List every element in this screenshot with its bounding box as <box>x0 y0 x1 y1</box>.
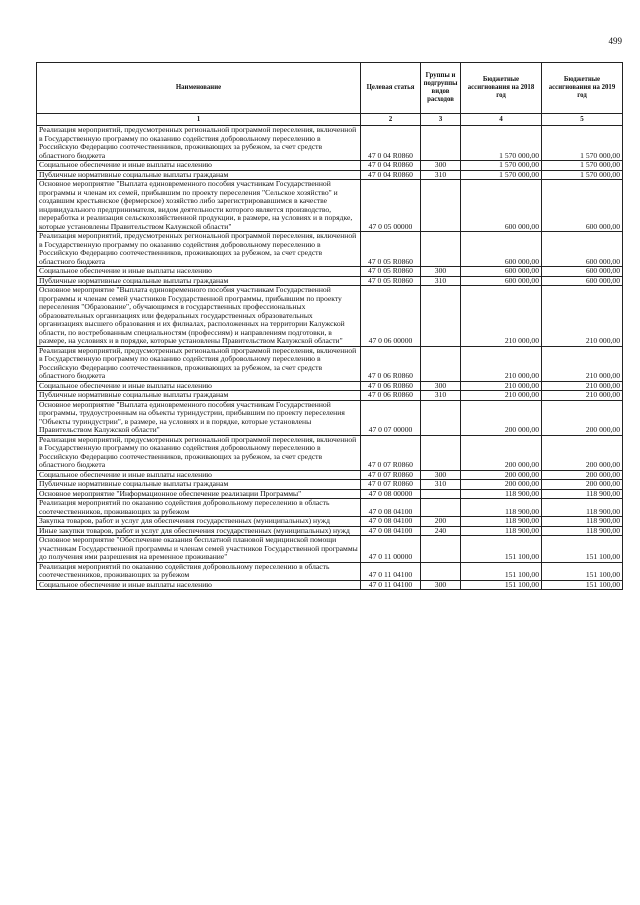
cell-budget-2019: 118 900,00 <box>542 489 623 499</box>
cell-budget-2019: 210 000,00 <box>542 391 623 401</box>
cell-target-article: 47 0 06 R0860 <box>361 346 421 381</box>
cell-name: Публичные нормативные социальные выплаты гражданам <box>37 276 361 286</box>
table-body <box>37 126 623 590</box>
cell-target-article: 47 0 11 00000 <box>361 536 421 563</box>
header-budget-2019: Бюджетные ассигнования на 2019 год <box>542 63 623 114</box>
cell-target-article: 47 0 07 00000 <box>361 400 421 435</box>
cell-budget-2018: 200 000,00 <box>461 470 542 480</box>
cell-budget-2019: 1 570 000,00 <box>542 126 623 161</box>
cell-budget-2019: 151 100,00 <box>542 580 623 590</box>
cell-budget-2019: 600 000,00 <box>542 267 623 277</box>
cell-name: Публичные нормативные социальные выплаты гражданам <box>37 170 361 180</box>
cell-budget-2018: 210 000,00 <box>461 346 542 381</box>
cell-target-article: 47 0 06 R0860 <box>361 391 421 401</box>
cell-target-article: 47 0 11 04100 <box>361 562 421 580</box>
cell-target-article: 47 0 06 00000 <box>361 286 421 347</box>
cell-budget-2018: 1 570 000,00 <box>461 161 542 171</box>
cell-target-article: 47 0 04 R0860 <box>361 170 421 180</box>
cell-name: Социальное обеспечение и иные выплаты населению <box>37 161 361 171</box>
cell-budget-2019: 200 000,00 <box>542 470 623 480</box>
table-row <box>37 286 623 347</box>
table-row <box>37 480 623 490</box>
table-row <box>37 517 623 527</box>
cell-target-article: 47 0 07 R0860 <box>361 470 421 480</box>
cell-target-article: 47 0 04 R0860 <box>361 161 421 171</box>
cell-budget-2019: 118 900,00 <box>542 517 623 527</box>
cell-name: Основное мероприятие "Выплата единовременного пособия участникам Государственной программы и членам семей участников Государственной программы, прибывшим по проекту переселения "Образование", обучающимся в государственных профессиональных образовательных организациях или федеральных государственных образовательных организациях высшего образования и их филиалах, расположенных на территории Калужской области, по востребованным специальностям (профессиям) и направлениям подготовки, в размере, на условиях и в порядке, которые установлены Правительством Калужской области" <box>37 286 361 347</box>
cell-expense-group <box>421 286 461 347</box>
table-row <box>37 346 623 381</box>
header-expense-group: Группы и подгруппы видов расходов <box>421 63 461 114</box>
table-row <box>37 391 623 401</box>
cell-name: Публичные нормативные социальные выплаты гражданам <box>37 480 361 490</box>
cell-name: Иные закупки товаров, работ и услуг для обеспечения государственных (муниципальных) нужд <box>37 526 361 536</box>
cell-budget-2019: 118 900,00 <box>542 499 623 517</box>
table-row <box>37 232 623 267</box>
cell-expense-group: 300 <box>421 470 461 480</box>
cell-budget-2019: 200 000,00 <box>542 435 623 470</box>
table-row <box>37 562 623 580</box>
cell-expense-group <box>421 536 461 563</box>
column-number: 2 <box>361 114 421 126</box>
cell-budget-2018: 200 000,00 <box>461 400 542 435</box>
cell-name: Реализация мероприятий, предусмотренных региональной программой переселения, включенной в Государственную программу по оказанию содействия добровольному переселению в Российскую Федерацию соотечественников, проживающих за рубежом, за счет средств областного бюджета <box>37 232 361 267</box>
cell-budget-2019: 210 000,00 <box>542 346 623 381</box>
column-number: 3 <box>421 114 461 126</box>
table-row <box>37 580 623 590</box>
cell-expense-group <box>421 435 461 470</box>
cell-budget-2018: 1 570 000,00 <box>461 170 542 180</box>
cell-target-article: 47 0 05 00000 <box>361 180 421 232</box>
cell-expense-group <box>421 180 461 232</box>
cell-expense-group: 310 <box>421 170 461 180</box>
cell-budget-2018: 151 100,00 <box>461 580 542 590</box>
table-row <box>37 267 623 277</box>
cell-expense-group <box>421 562 461 580</box>
cell-expense-group: 300 <box>421 381 461 391</box>
cell-budget-2019: 200 000,00 <box>542 400 623 435</box>
cell-budget-2018: 200 000,00 <box>461 480 542 490</box>
column-number-row <box>37 114 623 126</box>
cell-name: Реализация мероприятий по оказанию содействия добровольному переселению в область соотечественников, проживающих за рубежом <box>37 499 361 517</box>
table-row <box>37 536 623 563</box>
table-row <box>37 400 623 435</box>
table-row <box>37 435 623 470</box>
cell-budget-2019: 600 000,00 <box>542 276 623 286</box>
table-row <box>37 499 623 517</box>
cell-name: Социальное обеспечение и иные выплаты населению <box>37 381 361 391</box>
cell-name: Основное мероприятие "Выплата единовременного пособия участникам Государственной программы, трудоустроенным на объекты туриндустрии, прибывшим по проекту переселения "Объекты туриндустрии", в размере, на условиях и в порядке, которые установлены Правительством Калужской области" <box>37 400 361 435</box>
cell-budget-2018: 600 000,00 <box>461 267 542 277</box>
cell-expense-group: 300 <box>421 267 461 277</box>
cell-name: Основное мероприятие "Обеспечение оказания бесплатной плановой медицинской помощи участникам Государственной программы и членам семей участников Государственной программы до получения ими разрешения на временное проживание" <box>37 536 361 563</box>
table-row <box>37 126 623 161</box>
cell-target-article: 47 0 08 04100 <box>361 517 421 527</box>
cell-budget-2019: 210 000,00 <box>542 381 623 391</box>
cell-budget-2018: 600 000,00 <box>461 180 542 232</box>
cell-budget-2018: 210 000,00 <box>461 286 542 347</box>
cell-name: Реализация мероприятий по оказанию содействия добровольному переселению в область соотечественников, проживающих за рубежом <box>37 562 361 580</box>
cell-budget-2018: 200 000,00 <box>461 435 542 470</box>
cell-expense-group: 310 <box>421 391 461 401</box>
cell-name: Основное мероприятие "Выплата единовременного пособия участникам Государственной программы и членам их семей, прибывшим по проекту переселения "Сельское хозяйство" и создавшим крестьянское (фермерское) хозяйство либо зарегистрировавшимся в качестве индивидуального предпринимателя, видом деятельности которого является производство, переработка и реализация сельскохозяйственной продукции, в размере, на условиях и в порядке, которые установлены Правительством Калужской области" <box>37 180 361 232</box>
cell-target-article: 47 0 08 00000 <box>361 489 421 499</box>
cell-expense-group <box>421 499 461 517</box>
cell-target-article: 47 0 08 04100 <box>361 526 421 536</box>
cell-expense-group: 300 <box>421 580 461 590</box>
cell-budget-2018: 151 100,00 <box>461 536 542 563</box>
cell-budget-2018: 151 100,00 <box>461 562 542 580</box>
cell-expense-group <box>421 232 461 267</box>
cell-expense-group <box>421 346 461 381</box>
header-target-article: Целевая статья <box>361 63 421 114</box>
cell-expense-group <box>421 489 461 499</box>
table-row <box>37 180 623 232</box>
cell-budget-2019: 600 000,00 <box>542 180 623 232</box>
cell-name: Основное мероприятие "Информационное обеспечение реализации Программы" <box>37 489 361 499</box>
cell-expense-group <box>421 126 461 161</box>
cell-expense-group: 200 <box>421 517 461 527</box>
cell-expense-group: 240 <box>421 526 461 536</box>
cell-expense-group: 310 <box>421 276 461 286</box>
cell-target-article: 47 0 06 R0860 <box>361 381 421 391</box>
cell-budget-2018: 600 000,00 <box>461 232 542 267</box>
page-number: 499 <box>608 36 622 46</box>
header-budget-2018: Бюджетные ассигнования на 2018 год <box>461 63 542 114</box>
cell-budget-2019: 151 100,00 <box>542 536 623 563</box>
cell-target-article: 47 0 08 04100 <box>361 499 421 517</box>
cell-budget-2019: 1 570 000,00 <box>542 161 623 171</box>
table-header-row <box>37 63 623 114</box>
table-row <box>37 161 623 171</box>
cell-budget-2019: 118 900,00 <box>542 526 623 536</box>
cell-budget-2018: 600 000,00 <box>461 276 542 286</box>
column-number: 5 <box>542 114 623 126</box>
cell-budget-2019: 200 000,00 <box>542 480 623 490</box>
cell-budget-2019: 210 000,00 <box>542 286 623 347</box>
cell-budget-2018: 210 000,00 <box>461 391 542 401</box>
cell-name: Публичные нормативные социальные выплаты гражданам <box>37 391 361 401</box>
cell-expense-group: 300 <box>421 161 461 171</box>
cell-target-article: 47 0 05 R0860 <box>361 276 421 286</box>
cell-budget-2018: 118 900,00 <box>461 526 542 536</box>
cell-budget-2018: 118 900,00 <box>461 489 542 499</box>
cell-target-article: 47 0 04 R0860 <box>361 126 421 161</box>
cell-name: Реализация мероприятий, предусмотренных региональной программой переселения, включенной в Государственную программу по оказанию содействия добровольному переселению в Российскую Федерацию соотечественников, проживающих за рубежом, за счет средств областного бюджета <box>37 346 361 381</box>
cell-target-article: 47 0 07 R0860 <box>361 435 421 470</box>
cell-budget-2019: 151 100,00 <box>542 562 623 580</box>
cell-target-article: 47 0 07 R0860 <box>361 480 421 490</box>
cell-target-article: 47 0 05 R0860 <box>361 232 421 267</box>
cell-budget-2018: 210 000,00 <box>461 381 542 391</box>
cell-name: Реализация мероприятий, предусмотренных региональной программой переселения, включенной в Государственную программу по оказанию содействия добровольному переселению в Российскую Федерацию соотечественников, проживающих за рубежом, за счет средств областного бюджета <box>37 435 361 470</box>
cell-name: Закупка товаров, работ и услуг для обеспечения государственных (муниципальных) нужд <box>37 517 361 527</box>
cell-expense-group <box>421 400 461 435</box>
cell-budget-2018: 1 570 000,00 <box>461 126 542 161</box>
cell-budget-2019: 1 570 000,00 <box>542 170 623 180</box>
cell-name: Социальное обеспечение и иные выплаты населению <box>37 267 361 277</box>
cell-budget-2018: 118 900,00 <box>461 517 542 527</box>
cell-name: Социальное обеспечение и иные выплаты населению <box>37 470 361 480</box>
budget-table <box>36 62 623 590</box>
cell-name: Социальное обеспечение и иные выплаты населению <box>37 580 361 590</box>
cell-budget-2019: 600 000,00 <box>542 232 623 267</box>
column-number: 4 <box>461 114 542 126</box>
column-number: 1 <box>37 114 361 126</box>
cell-target-article: 47 0 05 R0860 <box>361 267 421 277</box>
header-name: Наименование <box>37 63 361 114</box>
cell-target-article: 47 0 11 04100 <box>361 580 421 590</box>
cell-budget-2018: 118 900,00 <box>461 499 542 517</box>
cell-expense-group: 310 <box>421 480 461 490</box>
cell-name: Реализация мероприятий, предусмотренных региональной программой переселения, включенной в Государственную программу по оказанию содействия добровольному переселению в Российскую Федерацию соотечественников, проживающих за рубежом, за счет средств областного бюджета <box>37 126 361 161</box>
